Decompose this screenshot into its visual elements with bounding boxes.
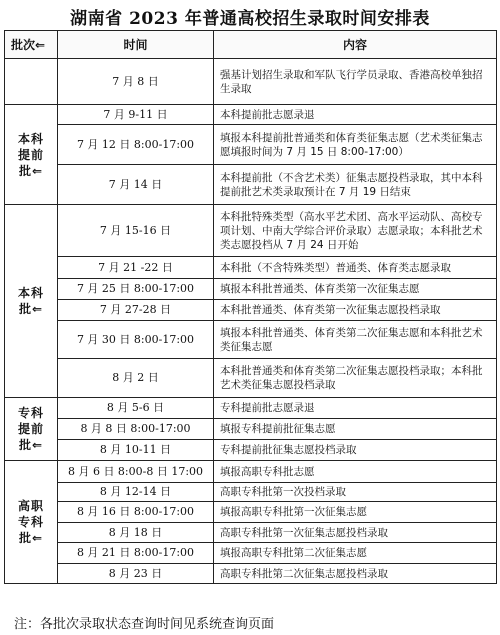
table-header-row <box>5 31 497 59</box>
table-row <box>5 257 497 279</box>
content-cell: 本科批（不含特殊类型）普通类、体育类志愿录取 <box>214 257 497 279</box>
content-cell: 本科提前批志愿录退 <box>214 105 497 125</box>
header-content: 内容 <box>214 31 497 59</box>
table-row <box>5 59 497 105</box>
footnote: 注：各批次录取状态查询时间见系统查询页面 <box>14 617 275 632</box>
time-cell: 8 月 2 日 <box>58 359 214 398</box>
content-cell: 填报高职专科批第二次征集志愿 <box>214 543 497 564</box>
time-cell: 8 月 8 日 8:00-17:00 <box>58 419 214 440</box>
content-cell: 强基计划招生录取和军队飞行学员录取、香港高校单独招生录取 <box>214 59 497 105</box>
time-cell: 8 月 23 日 <box>58 564 214 584</box>
table-row <box>5 502 497 523</box>
content-cell: 填报高职专科批第一次征集志愿 <box>214 502 497 523</box>
table-row <box>5 398 497 419</box>
content-cell: 填报本科提前批普通类和体育类征集志愿（艺术类征集志愿填报时间为 7 月 15 日 8:00-17:00） <box>214 125 497 165</box>
table-row <box>5 461 497 483</box>
content-cell: 高职专科批第一次投档录取 <box>214 483 497 502</box>
batch-cell: 高职 专科 批⇐ <box>5 461 58 584</box>
time-cell: 7 月 25 日 8:00-17:00 <box>58 279 214 300</box>
content-cell: 本科提前批（不含艺术类）征集志愿投档录取，其中本科提前批艺术类录取预计在 7 月 19 日结束 <box>214 165 497 205</box>
table-row <box>5 279 497 300</box>
content-cell: 本科批特殊类型（高水平艺术团、高水平运动队、高校专项计划、中南大学综合评价录取）志愿录取；本科批艺术类志愿投档从 7 月 24 日开始 <box>214 205 497 257</box>
table-row <box>5 165 497 205</box>
table-row <box>5 543 497 564</box>
content-cell: 填报高职专科批志愿 <box>214 461 497 483</box>
time-cell: 8 月 21 日 8:00-17:00 <box>58 543 214 564</box>
content-cell: 专科提前批征集志愿投档录取 <box>214 440 497 461</box>
table-row <box>5 419 497 440</box>
table-row <box>5 125 497 165</box>
table-row <box>5 440 497 461</box>
time-cell: 8 月 5-6 日 <box>58 398 214 419</box>
content-cell: 填报本科批普通类、体育类第一次征集志愿 <box>214 279 497 300</box>
content-cell: 专科提前批志愿录退 <box>214 398 497 419</box>
content-cell: 本科批普通类和体育类第二次征集志愿投档录取；本科批艺术类征集志愿投档录取 <box>214 359 497 398</box>
content-cell: 高职专科批第一次征集志愿投档录取 <box>214 523 497 543</box>
time-cell: 7 月 12 日 8:00-17:00 <box>58 125 214 165</box>
content-cell: 填报专科提前批征集志愿 <box>214 419 497 440</box>
time-cell: 8 月 10-11 日 <box>58 440 214 461</box>
header-time: 时间 <box>58 31 214 59</box>
table-row <box>5 359 497 398</box>
time-cell: 8 月 16 日 8:00-17:00 <box>58 502 214 523</box>
document-title: 湖南省 2023 年普通高校招生录取时间安排表 <box>70 9 430 29</box>
content-cell: 填报本科批普通类、体育类第二次征集志愿和本科批艺术类征集志愿 <box>214 321 497 359</box>
time-cell: 7 月 27-28 日 <box>58 300 214 321</box>
content-cell: 高职专科批第二次征集志愿投档录取 <box>214 564 497 584</box>
table-row <box>5 321 497 359</box>
time-cell: 7 月 30 日 8:00-17:00 <box>58 321 214 359</box>
content-cell: 本科批普通类、体育类第一次征集志愿投档录取 <box>214 300 497 321</box>
batch-cell: 本科 提前 批⇐ <box>5 105 58 205</box>
table-row <box>5 483 497 502</box>
time-cell: 7 月 15-16 日 <box>58 205 214 257</box>
time-cell: 7 月 8 日 <box>58 59 214 105</box>
table-row <box>5 300 497 321</box>
table-row <box>5 105 497 125</box>
time-cell: 7 月 14 日 <box>58 165 214 205</box>
header-batch: 批次⇐ <box>5 31 58 59</box>
time-cell: 7 月 9-11 日 <box>58 105 214 125</box>
time-cell: 7 月 21 -22 日 <box>58 257 214 279</box>
batch-cell: 专科 提前 批⇐ <box>5 398 58 461</box>
admission-schedule-table <box>4 30 497 584</box>
table-row <box>5 564 497 584</box>
batch-cell <box>5 59 58 105</box>
table-body <box>5 59 497 584</box>
table-row <box>5 205 497 257</box>
batch-cell: 本科 批⇐ <box>5 205 58 398</box>
time-cell: 8 月 12-14 日 <box>58 483 214 502</box>
time-cell: 8 月 18 日 <box>58 523 214 543</box>
table-row <box>5 523 497 543</box>
time-cell: 8 月 6 日 8:00-8 日 17:00 <box>58 461 214 483</box>
